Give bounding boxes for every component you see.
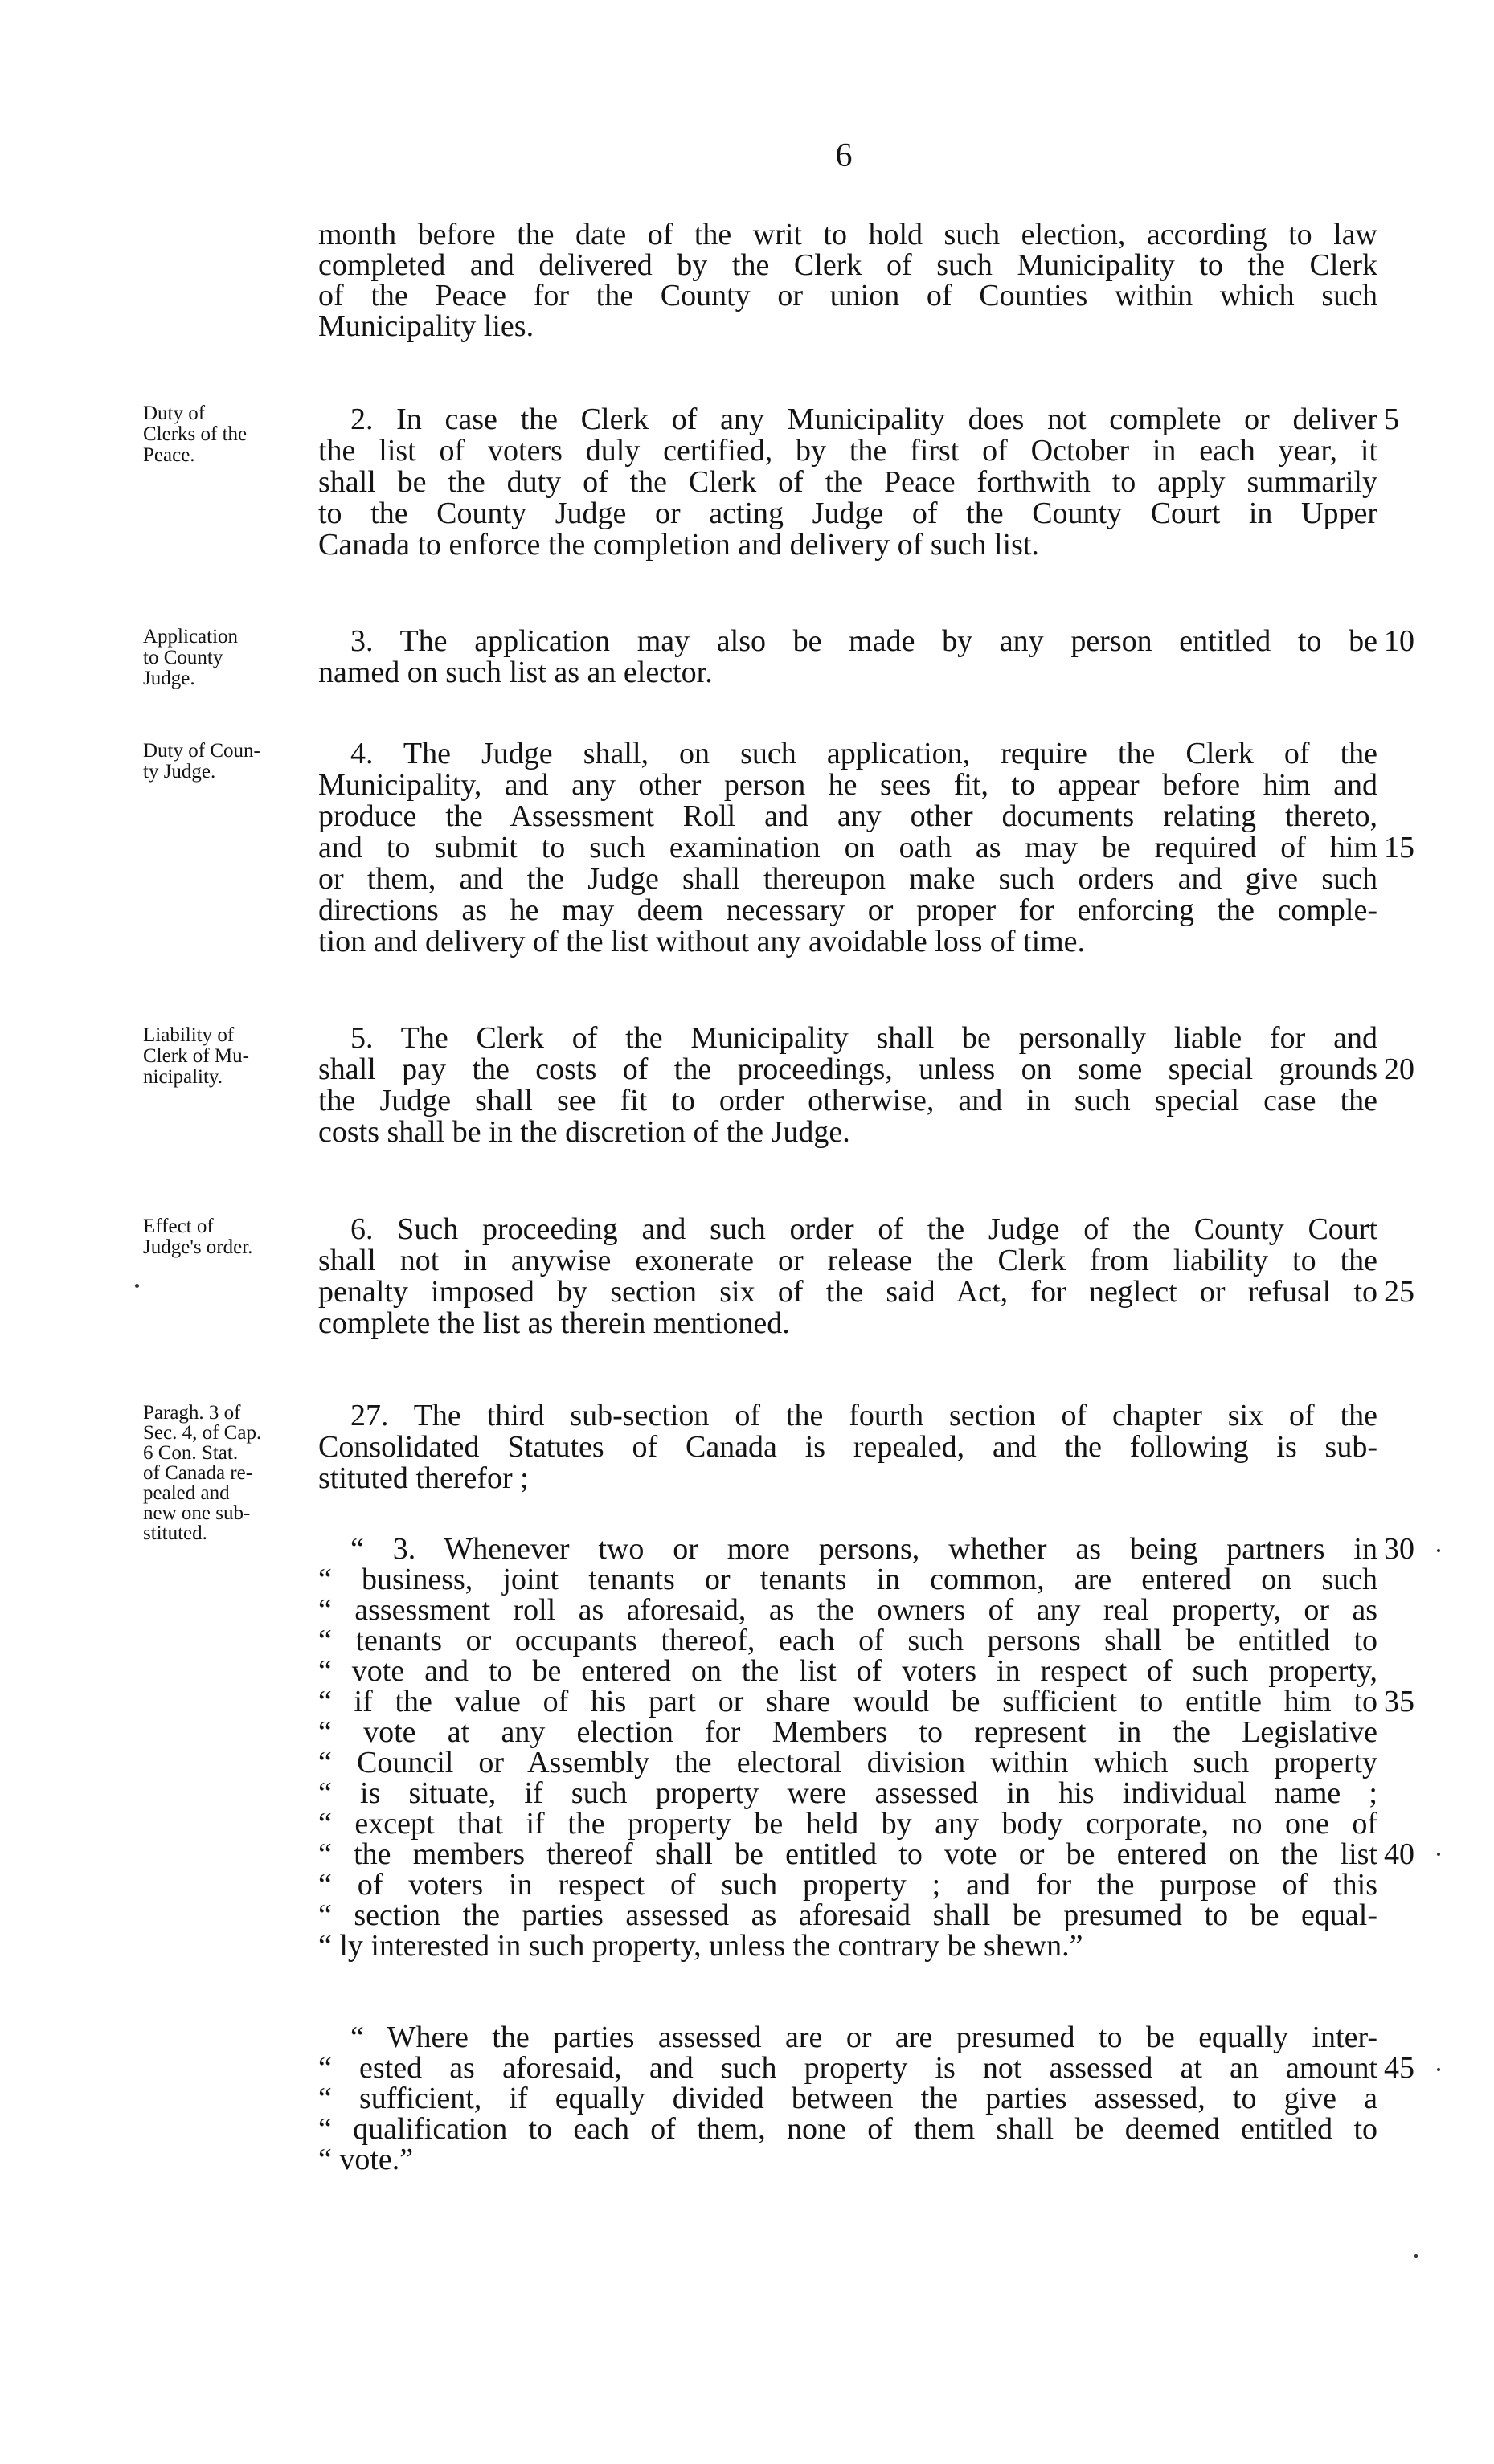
text-line: shall pay the costs of the proceedings, unless on some special grounds [318,1052,1377,1086]
margin-note-line: ty Judge. [143,761,216,783]
text-line: 3. The application may also be made by any person entitled to be [350,624,1377,658]
text-line: stituted therefor ; [318,1461,529,1495]
text-line: produce the Assessment Roll and any other documents relating thereto, [318,799,1377,833]
margin-note-s3 [143,627,316,689]
line-number: 35 [1384,1685,1414,1718]
text-line: completed and delivered by the Clerk of such Municipality to the Clerk [318,248,1377,282]
margin-note-line: Duty of Coun- [143,740,260,762]
margin-note-line: to County [143,647,223,668]
quote-line: “ the members thereof shall be entitled to vote or be entered on the list [318,1837,1377,1871]
text-line: month before the date of the writ to hold such election, according to law [318,218,1377,251]
text-line: 27. The third sub-section of the fourth section of chapter six of the [350,1399,1377,1432]
text-line: Consolidated Statutes of Canada is repealed, and the following is sub- [318,1430,1377,1464]
margin-note-line: nicipality. [143,1066,223,1088]
margin-note-line: Peace. [143,444,195,466]
text-line: or them, and the Judge shall thereupon make such orders and give such [318,862,1377,896]
quote-line: “ assessment roll as aforesaid, as the owners of any real property, or as [318,1593,1377,1627]
quote-line: “ if the value of his part or share would be sufficient to entitle him to [318,1685,1377,1718]
quote-line: “ business, joint tenants or tenants in common, are entered on such [318,1563,1377,1596]
line-number: 45 [1384,2051,1414,2085]
quote-line: “ Where the parties assessed are or are presumed to be equally inter- [350,2021,1377,2054]
line-number: 25 [1384,1275,1414,1309]
quote-line: “ vote.” [318,2143,414,2176]
quote-line: “ ly interested in such property, unless the contrary be shewn.” [318,1929,1083,1963]
margin-note-line: Sec. 4, of Cap. [143,1422,262,1444]
margin-note-line: Judge's order. [143,1236,253,1258]
quote-line: “ qualification to each of them, none of them shall be deemed entitled to [318,2112,1377,2146]
quote-line: “ except that if the property be held by any body corporate, no one of [318,1807,1377,1841]
text-line: and to submit to such examination on oath as may be required of him [318,831,1377,864]
text-line: shall not in anywise exonerate or release the Clerk from liability to the [318,1244,1377,1277]
quote-line: “ 3. Whenever two or more persons, whether as being partners in [350,1532,1377,1566]
text-line: tion and delivery of the list without any avoidable loss of time. [318,925,1086,958]
quote-line: “ vote and to be entered on the list of voters in respect of such property, [318,1654,1377,1688]
quote-line: “ of voters in respect of such property ; and for the purpose of this [318,1868,1377,1902]
scan-speck [135,1284,139,1288]
text-line: penalty imposed by section six of the said Act, for neglect or refusal to [318,1275,1377,1309]
text-line: complete the list as therein mentioned. [318,1306,790,1340]
margin-note-s27 [143,1403,316,1543]
quote-line: “ Council or Assembly the electoral division within which such property [318,1746,1377,1780]
scan-speck [1437,2068,1440,2071]
text-line: Municipality, and any other person he sees fit, to appear before him and [318,768,1377,802]
line-number: 40 [1384,1837,1414,1871]
text-line: 4. The Judge shall, on such application, require the Clerk of the [350,737,1377,770]
text-line: 5. The Clerk of the Municipality shall be personally liable for and [350,1021,1377,1055]
margin-note-line: Judge. [143,668,195,689]
quote-line: “ sufficient, if equally divided between the parties assessed, to give a [318,2082,1377,2115]
margin-note-line: pealed and [143,1482,230,1504]
line-number: 30 [1384,1532,1414,1566]
quote-line: “ ested as aforesaid, and such property is not assessed at an amount [318,2051,1377,2085]
margin-note-line: new one sub- [143,1502,251,1524]
quote-line: “ section the parties assessed as aforesaid shall be presumed to be equal- [318,1898,1377,1932]
margin-note-line: Application [143,626,239,648]
text-line: of the Peace for the County or union of Counties within which such [318,279,1377,313]
page-number: 6 [835,137,853,174]
scan-speck [1437,1549,1440,1552]
margin-note-line: Paragh. 3 of [143,1402,241,1424]
margin-note-line: of Canada re- [143,1462,253,1484]
margin-note-line: Effect of [143,1216,214,1237]
text-line: 2. In case the Clerk of any Municipality does not complete or deliver [350,402,1377,436]
text-line: Municipality lies. [318,309,534,343]
margin-note-line: Duty of [143,402,206,424]
text-line: Canada to enforce the completion and delivery of such list. [318,528,1039,562]
quote-line: “ vote at any election for Members to represent in the Legislative [318,1715,1377,1749]
quote-line: “ is situate, if such property were assessed in his individual name ; [318,1776,1377,1810]
margin-note-line: stituted. [143,1522,207,1544]
text-line: 6. Such proceeding and such order of the Judge of the County Court [350,1212,1377,1246]
margin-note-line: Clerk of Mu- [143,1045,249,1067]
margin-note-s5 [143,1025,316,1088]
text-line: shall be the duty of the Clerk of the Peace forthwith to apply summarily [318,465,1377,499]
text-line: directions as he may deem necessary or proper for enforcing the comple- [318,893,1377,927]
text-line: the list of voters duly certified, by the first of October in each year, it [318,434,1377,468]
text-line: named on such list as an elector. [318,656,713,689]
margin-note-s2 [143,403,316,466]
margin-note-s4 [143,741,316,783]
line-number: 20 [1384,1052,1414,1086]
text-line: the Judge shall see fit to order otherwise, and in such special case the [318,1084,1377,1118]
scan-speck [1437,1853,1440,1856]
margin-note-line: Liability of [143,1024,235,1046]
margin-note-s6 [143,1216,316,1258]
line-number: 5 [1384,402,1399,436]
margin-note-line: Clerks of the [143,423,248,445]
line-number: 10 [1384,624,1414,658]
margin-note-line: 6 Con. Stat. [143,1442,239,1464]
scan-speck [1414,2254,1418,2258]
quote-line: “ tenants or occupants thereof, each of such persons shall be entitled to [318,1624,1377,1657]
text-line: to the County Judge or acting Judge of the County Court in Upper [318,496,1377,530]
line-number: 15 [1384,831,1414,864]
text-line: costs shall be in the discretion of the Judge. [318,1115,850,1149]
